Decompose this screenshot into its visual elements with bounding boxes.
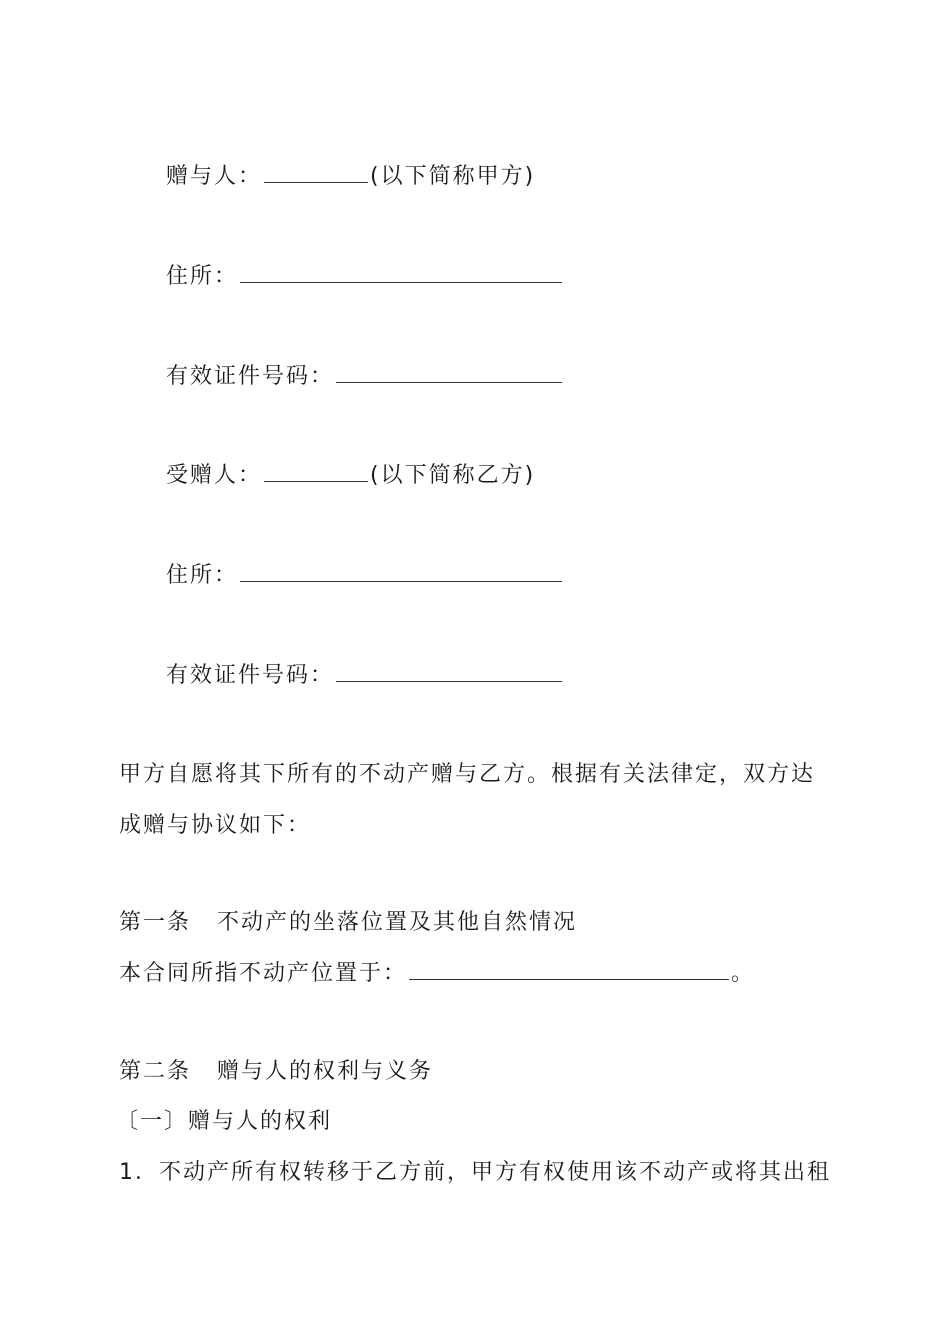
intro-line-1: 甲方自愿将其下所有的不动产赠与乙方。根据有关法律定，双方达	[119, 762, 816, 787]
article1-title: 不动产的坐落位置及其他自然情况	[217, 910, 578, 935]
article1-number: 第一条	[119, 910, 192, 935]
donor-address-line	[166, 262, 564, 292]
article2-item1: 1．不动产所有权转移于乙方前，甲方有权使用该不动产或将其出租	[119, 1160, 831, 1185]
donor-line	[166, 162, 535, 192]
donee-id-blank[interactable]	[336, 661, 562, 682]
donor-id-line	[166, 362, 564, 392]
donor-id-blank[interactable]	[336, 362, 562, 383]
article1-location-label: 本合同所指不动产位置于：	[119, 961, 408, 986]
article1-location-suffix: 。	[731, 961, 756, 986]
donor-address-label: 住所：	[166, 264, 239, 289]
donor-label: 赠与人：	[166, 164, 263, 189]
donee-suffix: (以下简称乙方)	[370, 463, 536, 488]
donee-line	[166, 461, 535, 491]
donor-address-blank[interactable]	[240, 262, 562, 283]
donee-address-label: 住所：	[166, 563, 239, 588]
property-location-blank[interactable]	[409, 959, 729, 980]
article1-location-line	[119, 959, 755, 989]
donee-address-line	[166, 561, 564, 591]
article2-heading	[119, 1057, 433, 1087]
donor-id-label: 有效证件号码：	[166, 364, 335, 389]
intro-line-2: 成赠与协议如下：	[119, 813, 312, 838]
donee-address-blank[interactable]	[240, 561, 562, 582]
donee-id-label: 有效证件号码：	[166, 663, 335, 688]
donee-name-blank[interactable]	[264, 461, 368, 482]
article2-section1: 〔一〕赠与人的权利	[116, 1109, 333, 1134]
donor-suffix: (以下简称甲方)	[370, 164, 536, 189]
article2-title: 赠与人的权利与义务	[217, 1059, 434, 1084]
donee-id-line	[166, 661, 564, 691]
donee-label: 受赠人：	[166, 463, 263, 488]
article1-heading	[119, 908, 577, 938]
article2-number: 第二条	[119, 1059, 192, 1084]
donor-name-blank[interactable]	[264, 162, 368, 183]
